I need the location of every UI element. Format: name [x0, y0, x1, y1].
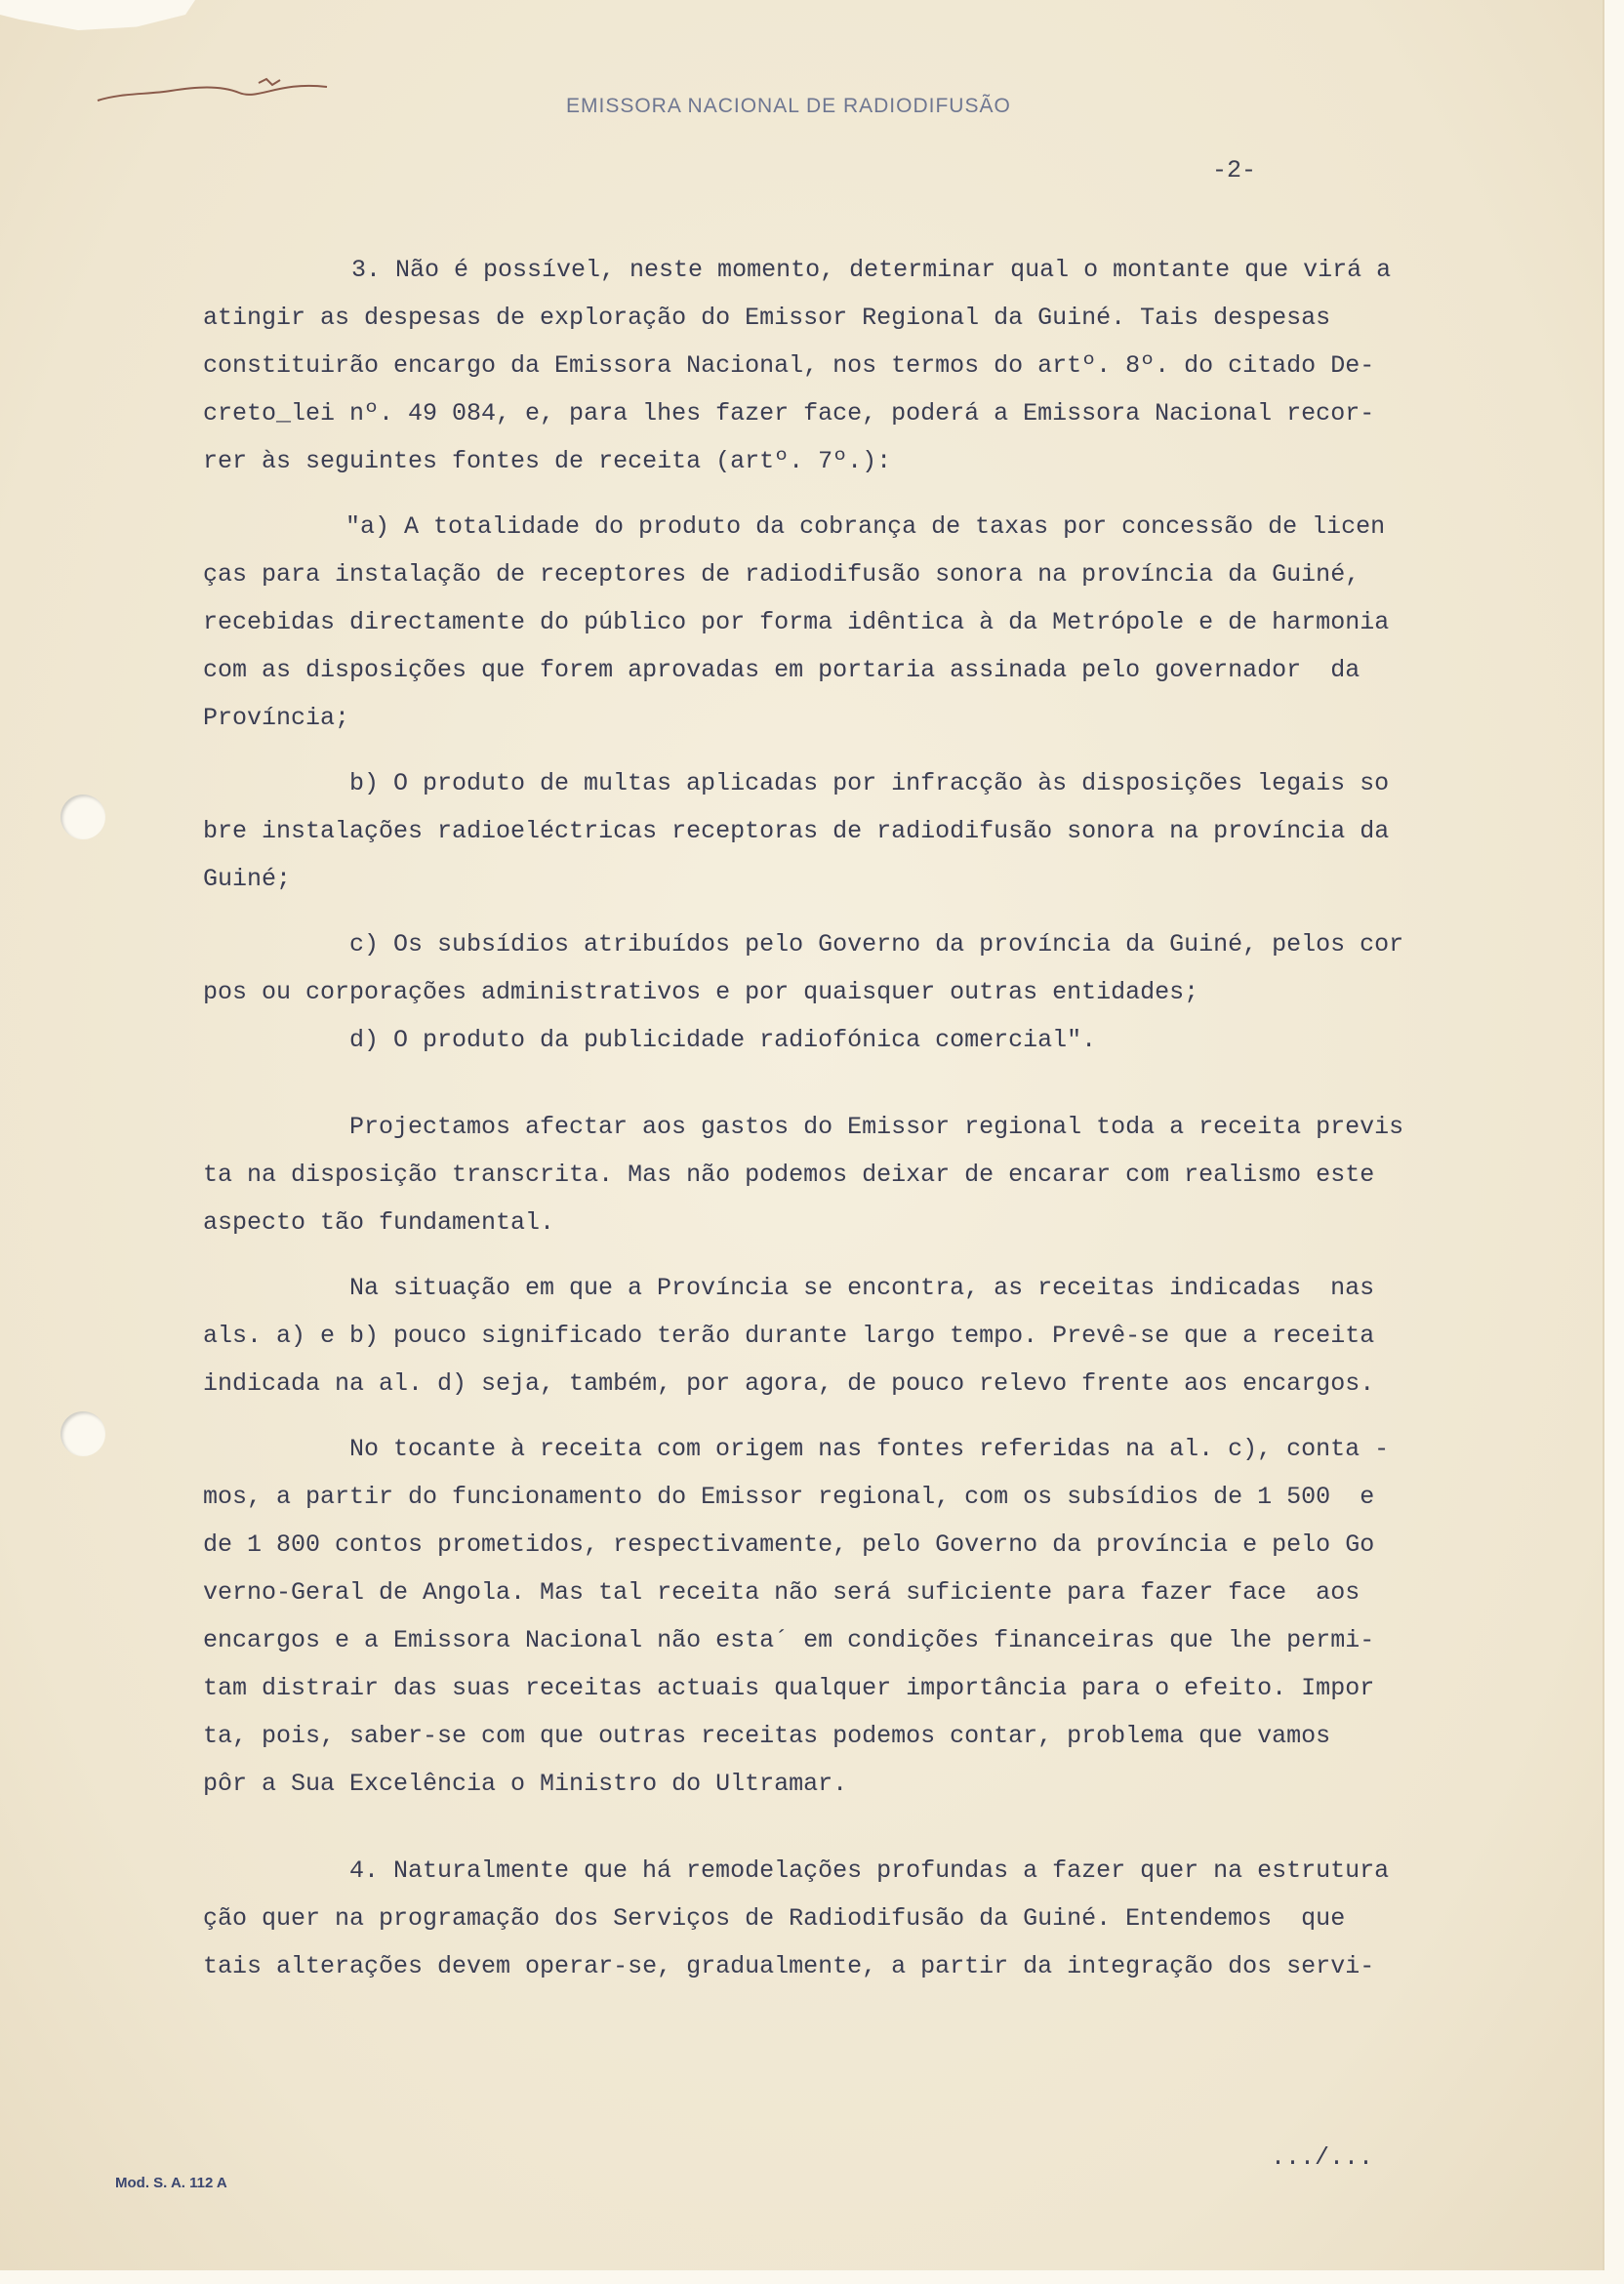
text-line: atingir as despesas de exploração do Emissor Regional da Guiné. Tais despesas [203, 304, 1331, 332]
text-line: b) O produto de multas aplicadas por infracção às disposições legais so [349, 769, 1390, 797]
torn-corner [0, 0, 195, 49]
text-line: pos ou corporações administrativos e por quaisquer outras entidades; [203, 978, 1199, 1006]
text-line: ta na disposição transcrita. Mas não podemos deixar de encarar com realismo este [203, 1161, 1375, 1189]
text-line: constituirão encargo da Emissora Nacional, nos termos do artº. 8º. do citado De- [203, 351, 1375, 380]
text-line: ças para instalação de receptores de radiodifusão sonora na província da Guiné, [203, 560, 1360, 589]
text-line: mos, a partir do funcionamento do Emissor regional, com os subsídios de 1 500 e [203, 1483, 1375, 1511]
text-line: indicada na al. d) seja, também, por agora, de pouco relevo frente aos encargos. [203, 1369, 1375, 1398]
continuation-mark: .../... [1271, 2143, 1374, 2172]
text-line: 3. Não é possível, neste momento, determinar qual o montante que virá a [351, 256, 1392, 284]
text-line: encargos e a Emissora Nacional não esta´ em condições financeiras que lhe permi- [203, 1626, 1375, 1654]
letterhead-institution: EMISSORA NACIONAL DE RADIODIFUSÃO [566, 95, 1011, 117]
paragraph-projection [203, 1103, 1521, 1246]
text-line: d) O produto da publicidade radiofónica comercial". [349, 1026, 1097, 1054]
text-line: Guiné; [203, 865, 292, 893]
quoted-item-b [203, 759, 1521, 903]
paragraph-4 [203, 1847, 1521, 1990]
text-line: verno-Geral de Angola. Mas tal receita não será suficiente para fazer face aos [203, 1578, 1360, 1607]
paragraph-revenue [203, 1425, 1521, 1808]
text-line: als. a) e b) pouco significado terão durante largo tempo. Prevê-se que a receita [203, 1322, 1375, 1350]
text-line: Província; [203, 704, 350, 732]
quoted-item-a [203, 503, 1521, 742]
text-line: rer às seguintes fontes de receita (artº. 7º.): [203, 447, 892, 475]
text-line: 4. Naturalmente que há remodelações profundas a fazer quer na estrutura [349, 1856, 1390, 1885]
text-line: tais alterações devem operar-se, gradualmente, a partir da integração dos servi- [203, 1952, 1375, 1980]
text-line: No tocante à receita com origem nas fontes referidas na al. c), conta - [349, 1435, 1390, 1463]
text-line: Na situação em que a Província se encontra, as receitas indicadas nas [349, 1274, 1375, 1302]
text-line: ta, pois, saber-se com que outras receitas podemos contar, problema que vamos [203, 1722, 1331, 1750]
text-line: bre instalações radioeléctricas receptoras de radiodifusão sonora na província da [203, 817, 1390, 845]
text-line: c) Os subsídios atribuídos pelo Governo da província da Guiné, pelos cor [349, 930, 1404, 958]
text-line: creto_lei nº. 49 084, e, para lhes fazer face, poderá a Emissora Nacional recor- [203, 399, 1375, 428]
punch-hole-top [61, 795, 105, 839]
page-number: -2- [1212, 156, 1257, 184]
text-line: tam distrair das suas receitas actuais qualquer importância para o efeito. Impor [203, 1674, 1375, 1702]
text-line: com as disposições que forem aprovadas em portaria assinada pelo governador da [203, 656, 1360, 684]
text-line: recebidas directamente do público por forma idêntica à da Metrópole e de harmonia [203, 608, 1390, 636]
form-code: Mod. S. A. 112 A [115, 2175, 227, 2191]
punch-hole-bottom [61, 1411, 105, 1456]
text-line: "a) A totalidade do produto da cobrança de taxas por concessão de licen [345, 512, 1386, 541]
paragraph-situation [203, 1264, 1521, 1407]
text-line: pôr a Sua Excelência o Ministro do Ultramar. [203, 1770, 848, 1798]
text-line: ção quer na programação dos Serviços de Radiodifusão da Guiné. Entendemos que [203, 1904, 1346, 1933]
letter-body [203, 246, 1521, 1990]
text-line: Projectamos afectar aos gastos do Emissor regional toda a receita previs [349, 1113, 1404, 1141]
text-line: aspecto tão fundamental. [203, 1208, 555, 1237]
text-line: de 1 800 contos prometidos, respectivamente, pelo Governo da província e pelo Go [203, 1530, 1375, 1559]
paragraph-3 [203, 246, 1521, 485]
pencil-mark [93, 73, 346, 112]
quoted-item-d [203, 1016, 1521, 1064]
quoted-item-c [203, 920, 1521, 1016]
